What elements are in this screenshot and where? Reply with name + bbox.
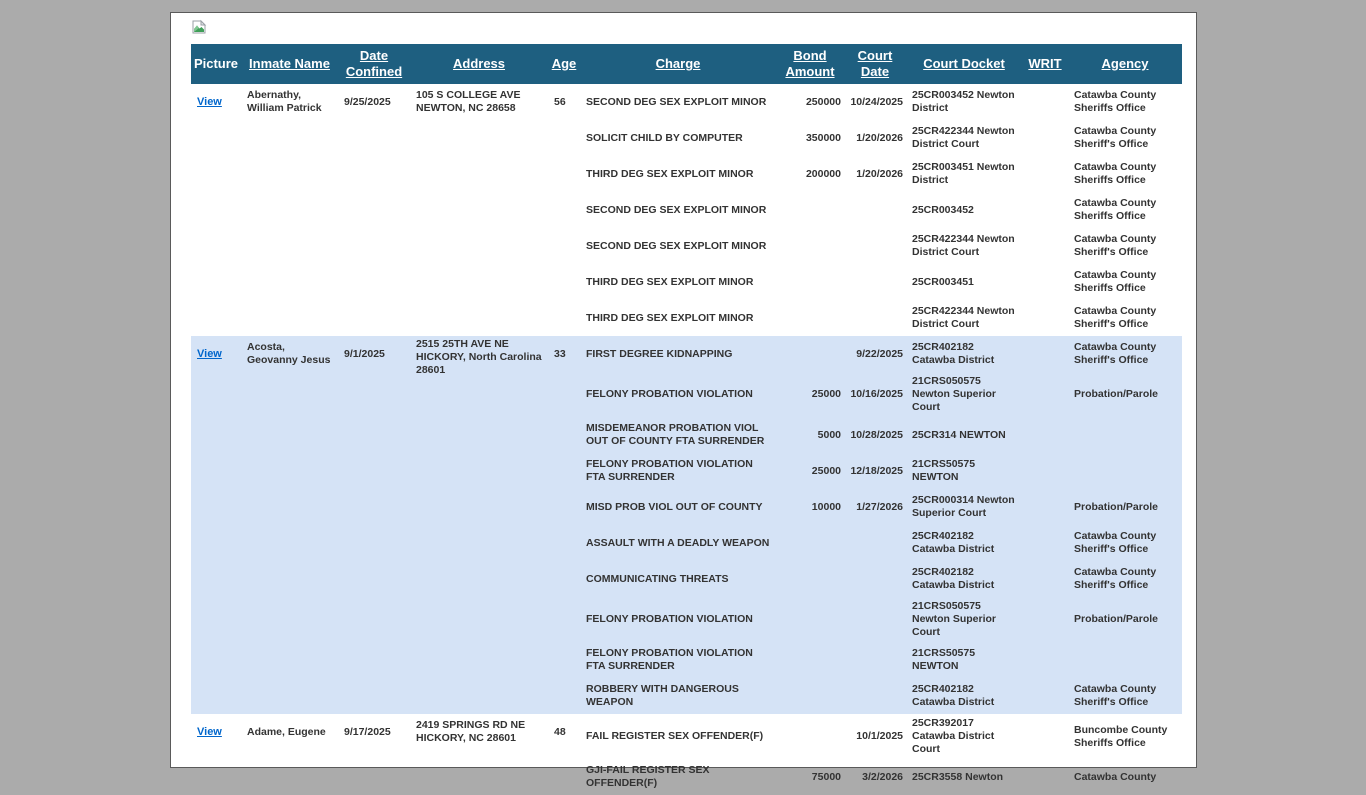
agency-cell: Catawba County Sheriffs Office xyxy=(1074,89,1157,114)
charge-cell: SOLICIT CHILD BY COMPUTER xyxy=(586,131,743,144)
col-header-writ[interactable] xyxy=(1022,44,1068,84)
age-cell xyxy=(548,714,580,795)
date-confined-cell xyxy=(338,84,410,336)
col-header-label-court-date[interactable]: Court Date xyxy=(857,48,893,79)
writ-cell xyxy=(1022,192,1068,228)
court-docket-cell: 25CR000314 Newton Superior Court xyxy=(906,489,1022,525)
col-header-address[interactable] xyxy=(410,44,548,84)
agency-cell: Catawba County Sheriff's Office xyxy=(1068,561,1182,597)
court-docket-cell: 25CR402182 Catawba District xyxy=(906,525,1022,561)
bond-amount-cell xyxy=(776,597,844,642)
inmate-name: Adame, Eugene xyxy=(247,725,326,738)
court-date-cell: 3/2/2026 xyxy=(862,770,903,783)
court-date-cell xyxy=(844,264,906,300)
bond-amount-cell xyxy=(776,192,844,228)
address-cell xyxy=(410,84,548,336)
charge-cell: GJI-FAIL REGISTER SEX OFFENDER(F) xyxy=(586,764,710,789)
bond-amount-cell xyxy=(776,678,844,714)
court-date-cell: 10/16/2025 xyxy=(844,372,906,417)
date-confined-cell xyxy=(338,714,410,795)
writ-cell xyxy=(1022,759,1068,795)
table-header-row xyxy=(191,44,1182,84)
writ-cell xyxy=(1022,120,1068,156)
agency-cell xyxy=(1068,453,1182,489)
broken-image-icon xyxy=(192,20,206,34)
writ-cell xyxy=(1022,417,1068,453)
date-confined: 9/25/2025 xyxy=(344,95,391,108)
col-header-agency[interactable] xyxy=(1068,44,1182,84)
inmate-name: Abernathy, William Patrick xyxy=(247,89,322,114)
court-docket-cell: 25CR003452 Newton District xyxy=(912,89,1015,114)
court-date-cell xyxy=(844,642,906,678)
picture-cell xyxy=(191,336,241,714)
bond-amount-cell: 250000 xyxy=(805,95,841,108)
col-header-court-docket[interactable] xyxy=(906,44,1022,84)
court-date-cell xyxy=(844,525,906,561)
inmate-age: 48 xyxy=(554,725,566,738)
charge-cell: ROBBERY WITH DANGEROUS WEAPON xyxy=(580,678,776,714)
court-date-cell xyxy=(844,678,906,714)
court-docket-cell: 25CR422344 Newton District Court xyxy=(912,125,1015,150)
bond-amount-cell xyxy=(776,561,844,597)
court-docket-cell: 25CR003451 xyxy=(912,275,974,288)
agency-cell: Catawba County Sheriff's Office xyxy=(1074,233,1157,258)
court-docket-cell: 21CRS050575 Newton Superior Court xyxy=(906,597,1022,642)
col-header-label-agency[interactable]: Agency xyxy=(1101,56,1149,71)
bond-amount-cell xyxy=(776,264,844,300)
court-docket-cell: 25CR003451 Newton District xyxy=(912,161,1015,186)
charge-cell: FIRST DEGREE KIDNAPPING xyxy=(580,336,776,372)
charge-cell: SECOND DEG SEX EXPLOIT MINOR xyxy=(586,203,767,216)
court-docket-cell: 21CRS50575 NEWTON xyxy=(906,642,1022,678)
col-header-court-date[interactable] xyxy=(844,44,906,84)
col-header-label-charge[interactable]: Charge xyxy=(655,56,701,71)
view-link[interactable]: View xyxy=(197,95,222,108)
charge-cell: FELONY PROBATION VIOLATION xyxy=(580,372,776,417)
inmate-row xyxy=(191,714,1182,759)
date-confined: 9/17/2025 xyxy=(344,725,391,738)
agency-cell: Buncombe County Sheriffs Office xyxy=(1074,723,1168,749)
writ-cell xyxy=(1022,489,1068,525)
agency-cell: Catawba County Sheriff's Office xyxy=(1068,678,1182,714)
picture-cell xyxy=(191,84,241,336)
charge-cell: ASSAULT WITH A DEADLY WEAPON xyxy=(580,525,776,561)
inmate-name: Acosta, Geovanny Jesus xyxy=(247,341,331,366)
agency-cell: Catawba County Sheriff's Office xyxy=(1074,305,1157,330)
agency-cell: Probation/Parole xyxy=(1068,489,1182,525)
agency-cell: Catawba County xyxy=(1074,770,1157,783)
charge-cell: THIRD DEG SEX EXPLOIT MINOR xyxy=(586,275,754,288)
court-docket-cell: 21CRS050575 Newton Superior Court xyxy=(906,372,1022,417)
court-date-cell xyxy=(844,228,906,264)
inmate-roster-table xyxy=(191,44,1182,795)
charge-cell: THIRD DEG SEX EXPLOIT MINOR xyxy=(586,311,754,324)
col-header-label-address[interactable]: Address xyxy=(452,56,506,71)
court-docket-cell: 25CR392017 Catawba District Court xyxy=(912,717,995,755)
age-cell xyxy=(548,336,580,714)
col-header-bond-amount[interactable] xyxy=(776,44,844,84)
date-confined: 9/1/2025 xyxy=(344,347,385,360)
view-link[interactable]: View xyxy=(197,347,222,360)
col-header-label-court-docket[interactable]: Court Docket xyxy=(923,56,1005,71)
court-date-cell: 1/20/2026 xyxy=(856,131,903,144)
inmate-row xyxy=(191,84,1182,120)
agency-cell: Catawba County Sheriff's Office xyxy=(1074,125,1157,150)
agency-cell: Catawba County Sheriff's Office xyxy=(1068,336,1182,372)
col-header-label-bond-amount[interactable]: Bond Amount xyxy=(785,48,835,79)
bond-amount-cell: 25000 xyxy=(776,372,844,417)
bond-amount-cell xyxy=(776,228,844,264)
charge-cell: SECOND DEG SEX EXPLOIT MINOR xyxy=(586,239,767,252)
court-docket-cell: 25CR3558 Newton xyxy=(912,770,1004,783)
court-date-cell: 10/28/2025 xyxy=(844,417,906,453)
col-header-label-inmate-name[interactable]: Inmate Name xyxy=(249,56,330,71)
court-docket-cell: 25CR402182 Catawba District xyxy=(906,678,1022,714)
charge-cell: FELONY PROBATION VIOLATION FTA SURRENDER xyxy=(580,453,776,489)
col-header-inmate-name[interactable] xyxy=(241,44,338,84)
writ-cell xyxy=(1022,678,1068,714)
content-frame xyxy=(170,12,1197,789)
writ-cell xyxy=(1022,453,1068,489)
agency-cell: Catawba County Sheriff's Office xyxy=(1068,525,1182,561)
court-docket-cell: 25CR314 NEWTON xyxy=(906,417,1022,453)
writ-cell xyxy=(1022,642,1068,678)
col-header-label-writ[interactable]: WRIT xyxy=(1028,56,1062,71)
court-date-cell: 10/1/2025 xyxy=(856,730,903,742)
charge-cell: COMMUNICATING THREATS xyxy=(580,561,776,597)
inmate-address: 2419 SPRINGS RD NE HICKORY, NC 28601 xyxy=(416,719,526,744)
address-cell xyxy=(410,336,548,714)
bond-amount-cell xyxy=(776,525,844,561)
address-cell xyxy=(410,714,548,795)
col-header-age[interactable] xyxy=(548,44,580,84)
col-header-label-age[interactable]: Age xyxy=(551,56,577,71)
bond-amount-cell: 5000 xyxy=(776,417,844,453)
bond-amount-cell xyxy=(776,336,844,372)
court-date-cell: 9/22/2025 xyxy=(844,336,906,372)
inmate-name-cell xyxy=(241,84,338,336)
agency-cell: Probation/Parole xyxy=(1068,372,1182,417)
writ-cell xyxy=(1022,336,1068,372)
court-docket-cell: 25CR422344 Newton District Court xyxy=(912,305,1015,330)
court-date-cell: 12/18/2025 xyxy=(844,453,906,489)
writ-cell xyxy=(1022,525,1068,561)
writ-cell xyxy=(1022,264,1068,300)
col-header-date-confined[interactable] xyxy=(338,44,410,84)
agency-cell xyxy=(1068,642,1182,678)
writ-cell xyxy=(1022,597,1068,642)
court-date-cell: 1/27/2026 xyxy=(844,489,906,525)
bond-amount-cell xyxy=(776,300,844,336)
charge-cell: MISD PROB VIOL OUT OF COUNTY xyxy=(580,489,776,525)
date-confined-cell xyxy=(338,336,410,714)
writ-cell xyxy=(1022,300,1068,336)
agency-cell: Catawba County Sheriffs Office xyxy=(1074,161,1157,186)
col-header-charge[interactable] xyxy=(580,44,776,84)
inmate-name-cell xyxy=(241,714,338,795)
bond-amount-cell: 200000 xyxy=(805,167,841,180)
writ-cell xyxy=(1022,156,1068,192)
writ-cell xyxy=(1022,372,1068,417)
col-header-label-picture: Picture xyxy=(193,56,239,71)
col-header-picture xyxy=(191,44,241,84)
court-date-cell xyxy=(844,597,906,642)
agency-cell: Probation/Parole xyxy=(1068,597,1182,642)
charge-cell: MISDEMEANOR PROBATION VIOL OUT OF COUNTY FTA SURRENDER xyxy=(580,417,776,453)
inmate-address: 105 S COLLEGE AVE NEWTON, NC 28658 xyxy=(416,89,521,114)
charge-cell: FELONY PROBATION VIOLATION xyxy=(580,597,776,642)
bond-amount-cell: 25000 xyxy=(776,453,844,489)
bond-amount-cell xyxy=(776,714,844,759)
bond-amount-cell: 75000 xyxy=(811,770,841,783)
court-docket-cell: 25CR402182 Catawba District xyxy=(906,336,1022,372)
court-date-cell xyxy=(844,561,906,597)
charge-cell: SECOND DEG SEX EXPLOIT MINOR xyxy=(586,95,767,108)
court-docket-cell: 21CRS50575 NEWTON xyxy=(906,453,1022,489)
court-docket-cell: 25CR422344 Newton District Court xyxy=(912,233,1015,258)
inmate-row xyxy=(191,336,1182,372)
agency-cell: Catawba County Sheriffs Office xyxy=(1074,197,1157,222)
bond-amount-cell: 10000 xyxy=(776,489,844,525)
court-date-cell: 1/20/2026 xyxy=(856,167,903,180)
court-date-cell xyxy=(844,300,906,336)
inmate-name-cell xyxy=(241,336,338,714)
col-header-label-date-confined[interactable]: Date Confined xyxy=(345,48,403,79)
writ-cell xyxy=(1022,228,1068,264)
writ-cell xyxy=(1022,714,1068,759)
inmate-age: 56 xyxy=(554,95,566,108)
inmate-age: 33 xyxy=(554,347,566,360)
inmate-address: 2515 25TH AVE NE HICKORY, North Carolina 28601 xyxy=(416,338,542,376)
age-cell xyxy=(548,84,580,336)
view-link[interactable]: View xyxy=(197,725,222,738)
bond-amount-cell xyxy=(776,642,844,678)
court-date-cell: 10/24/2025 xyxy=(850,95,903,108)
court-docket-cell: 25CR402182 Catawba District xyxy=(906,561,1022,597)
agency-cell xyxy=(1068,417,1182,453)
court-docket-cell: 25CR003452 xyxy=(912,203,974,216)
bond-amount-cell: 350000 xyxy=(805,131,841,144)
charge-cell: THIRD DEG SEX EXPLOIT MINOR xyxy=(586,167,754,180)
writ-cell xyxy=(1022,561,1068,597)
charge-cell: FAIL REGISTER SEX OFFENDER(F) xyxy=(586,730,764,742)
picture-cell xyxy=(191,714,241,795)
charge-cell: FELONY PROBATION VIOLATION FTA SURRENDER xyxy=(580,642,776,678)
court-date-cell xyxy=(844,192,906,228)
agency-cell: Catawba County Sheriffs Office xyxy=(1074,269,1157,294)
writ-cell xyxy=(1022,84,1068,120)
